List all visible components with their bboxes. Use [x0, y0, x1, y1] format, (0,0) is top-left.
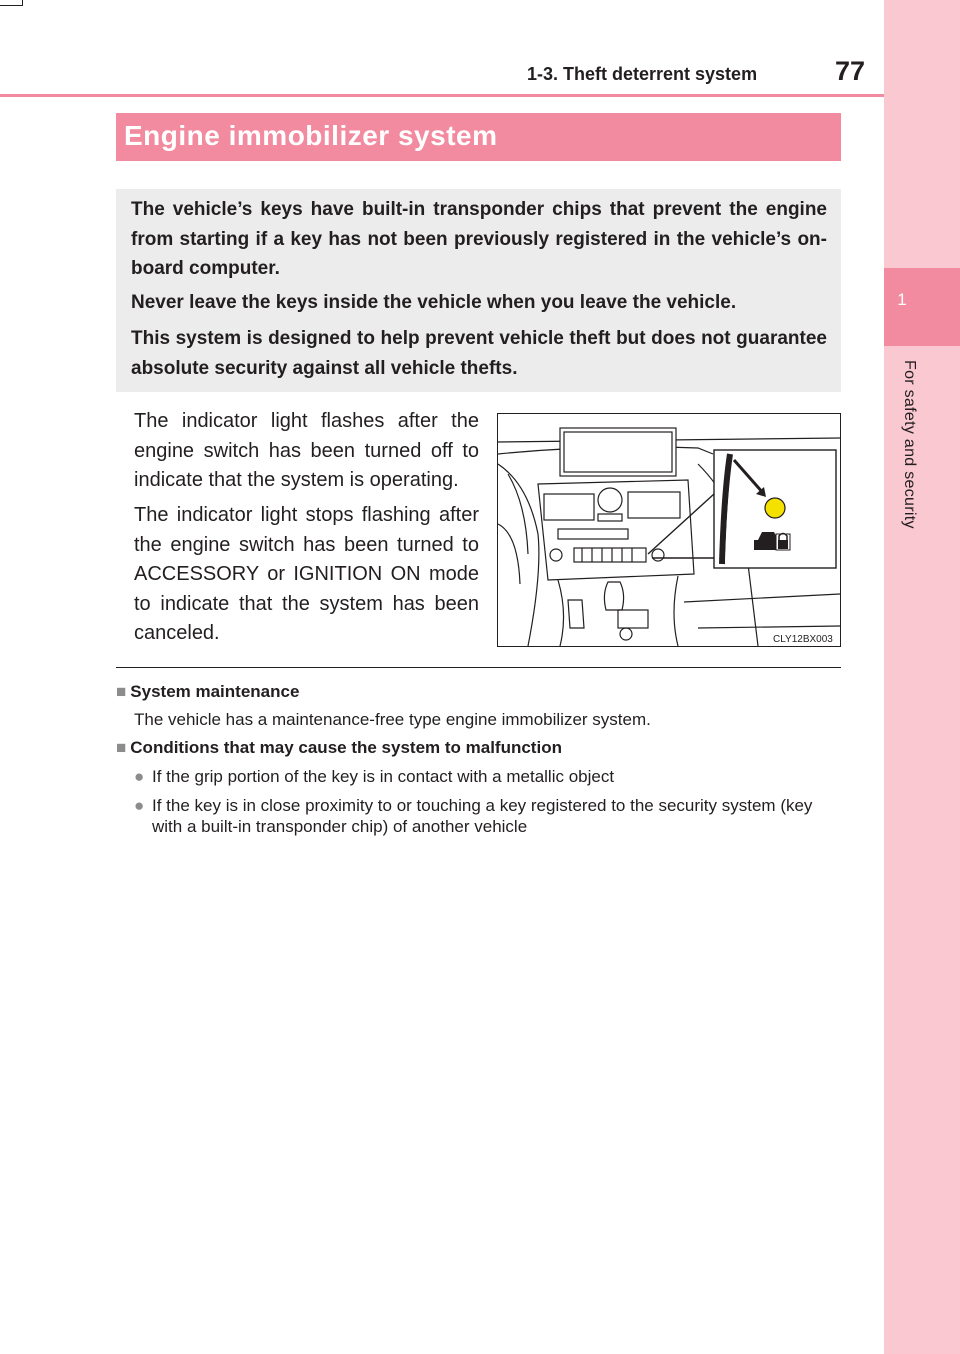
intro-paragraph: The vehicle’s keys have built-in transponder chips that prevent the engine from starting if a key has not been previously registered in the vehicle’s on-board computer.: [131, 199, 827, 279]
section-divider: [116, 667, 841, 668]
intro-box: [116, 189, 841, 392]
chapter-title: For safety and security: [901, 360, 918, 529]
indicator-light: [765, 498, 785, 518]
header-rule: [0, 94, 884, 97]
title-bar: [116, 113, 841, 161]
crop-mark: [22, 0, 23, 6]
chapter-sidebar: [884, 0, 960, 1354]
chapter-number: 1: [897, 290, 907, 309]
circle-bullet-icon: ●: [134, 767, 145, 786]
square-bullet-icon: ■: [116, 682, 127, 701]
intro-paragraph: This system is designed to help prevent vehicle theft but does not guarantee absolute security against all vehicle thefts.: [131, 328, 827, 379]
figure-code: CLY12BX003: [773, 634, 833, 645]
note-heading: [116, 738, 562, 758]
page-title: Engine immobilizer system: [124, 120, 498, 151]
list-item: [134, 766, 846, 787]
section-title: 1-3. Theft deterrent system: [527, 64, 758, 84]
square-bullet-icon: ■: [116, 738, 127, 757]
note-heading-text: Conditions that may cause the system to malfunction: [130, 738, 562, 757]
dashboard-illustration: [497, 413, 841, 647]
page-number: 77: [835, 56, 866, 86]
note-heading-text: System maintenance: [130, 682, 300, 701]
circle-bullet-icon: ●: [134, 796, 145, 815]
list-item-text: If the key is in close proximity to or touching a key registered to the security system (key with a built-in transponder chip) of another vehicle: [152, 796, 813, 836]
intro-paragraph: Never leave the keys inside the vehicle when you leave the vehicle.: [131, 292, 737, 313]
note-heading: [116, 682, 299, 702]
list-item: [134, 795, 846, 837]
list-item-text: If the grip portion of the key is in contact with a metallic object: [152, 767, 615, 786]
note-text: The vehicle has a maintenance-free type engine immobilizer system.: [134, 710, 651, 729]
crop-mark: [0, 5, 22, 6]
body-paragraph: The indicator light flashes after the engine switch has been turned off to indicate that the system is operating.: [134, 410, 479, 491]
body-paragraph: The indicator light stops flashing after the engine switch has been turned to ACCESSORY or IGNITION ON mode to indicate that the system has been canceled.: [134, 504, 479, 644]
